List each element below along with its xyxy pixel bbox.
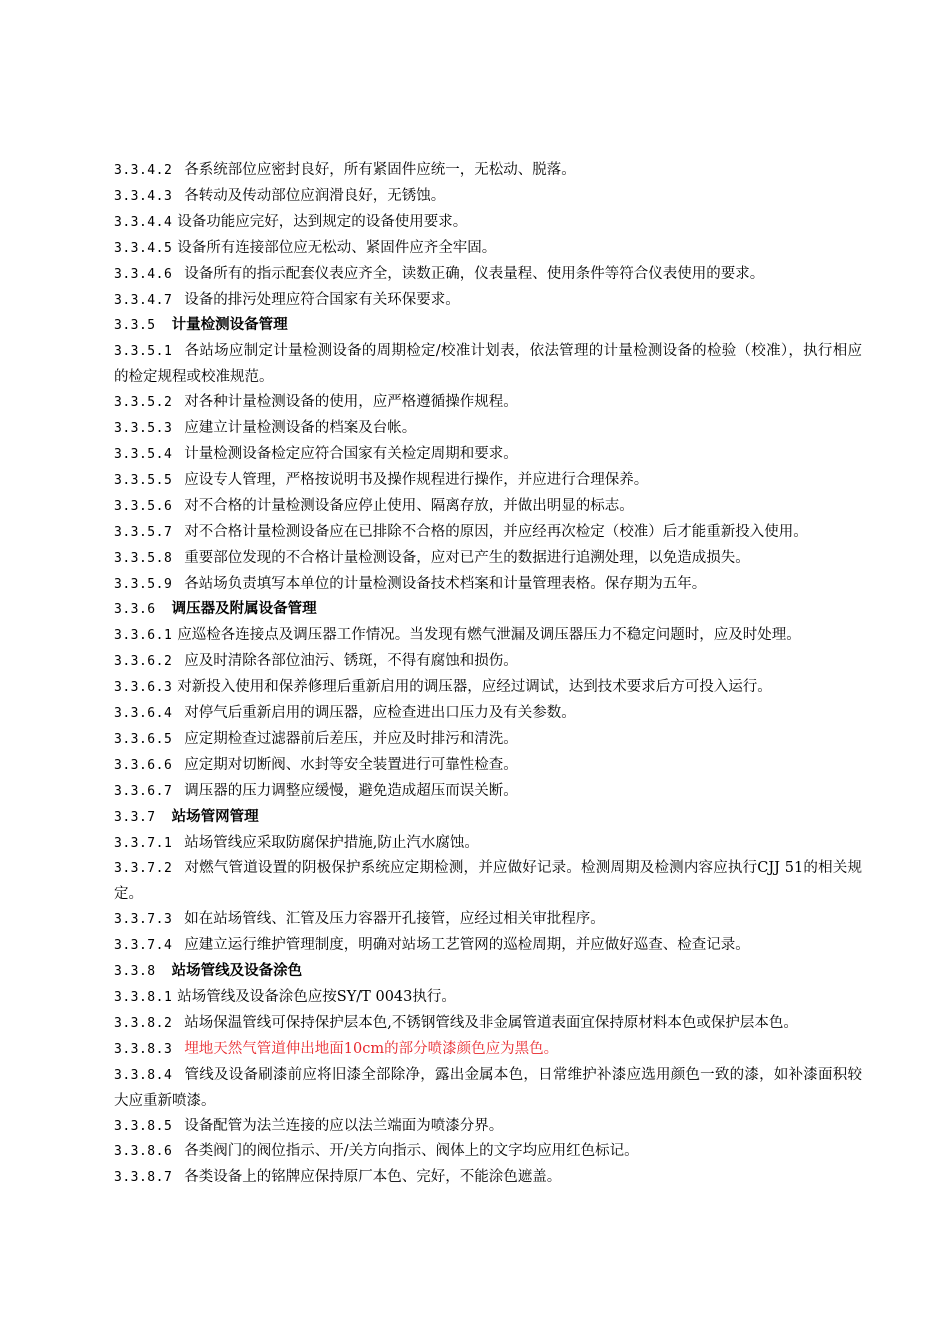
clause-text: 应定期对切断阀、水封等安全装置进行可靠性检查。 bbox=[184, 756, 518, 773]
clause-text: 管线及设备刷漆前应将旧漆全部除净，露出金属本色，日常维护补漆应选用颜色一致的漆，如补漆面积较大应重新喷漆。 bbox=[114, 1066, 862, 1109]
clause-text: 各站场应制定计量检测设备的周期检定/校准计划表，依法管理的计量检测设备的检验（校准），执行相应的检定规程或校准规范。 bbox=[114, 343, 862, 386]
clause-text: 站场管线应采取防腐保护措施,防止汽水腐蚀。 bbox=[184, 834, 479, 851]
clause-3-3-4-3 bbox=[114, 184, 862, 210]
clause-3-3-6-3 bbox=[114, 675, 862, 701]
clause-text: 设备所有的指示配套仪表应齐全，读数正确，仪表量程、使用条件等符合仪表使用的要求。 bbox=[184, 265, 765, 282]
clause-number: 3.3.5.5 bbox=[114, 472, 173, 488]
clause-number: 3.3.5.7 bbox=[114, 524, 173, 540]
clause-number: 3.3.5.8 bbox=[114, 550, 173, 566]
clause-text: 对停气后重新启用的调压器，应检查进出口压力及有关参数。 bbox=[184, 705, 576, 722]
clause-number: 3.3.5.6 bbox=[114, 498, 173, 514]
clause-number: 3.3.4.4 bbox=[114, 214, 173, 230]
clause-number: 3.3.8.6 bbox=[114, 1144, 173, 1160]
clause-text: 设备的排污处理应符合国家有关环保要求。 bbox=[184, 291, 460, 308]
clause-text: 各类设备上的铭牌应保持原厂本色、完好，不能涂色遮盖。 bbox=[184, 1169, 562, 1186]
clause-text: 应巡检各连接点及调压器工作情况。当发现有燃气泄漏及调压器压力不稳定问题时，应及时处理。 bbox=[177, 627, 801, 644]
clause-number: 3.3.8.4 bbox=[114, 1067, 173, 1083]
clause-text: 应设专人管理，严格按说明书及操作规程进行操作，并应进行合理保养。 bbox=[184, 471, 649, 488]
clause-number: 3.3.8.3 bbox=[114, 1041, 173, 1057]
clause-text: 对不合格计量检测设备应在已排除不合格的原因，并应经再次检定（校准）后才能重新投入使用。 bbox=[184, 523, 808, 540]
clause-number: 3.3.7.3 bbox=[114, 912, 173, 928]
section-number: 3.3.5 bbox=[114, 318, 156, 334]
clause-3-3-8-4 bbox=[114, 1063, 862, 1114]
clause-text: 对燃气管道设置的阴极保护系统应定期检测，并应做好记录。检测周期及检测内容应执行CJJ 51的相关规定。 bbox=[114, 860, 862, 903]
clause-number: 3.3.4.7 bbox=[114, 292, 173, 308]
clause-number: 3.3.5.4 bbox=[114, 446, 173, 462]
clause-3-3-7-4 bbox=[114, 933, 862, 959]
clause-number: 3.3.8.7 bbox=[114, 1170, 173, 1186]
clause-text: 设备配管为法兰连接的应以法兰端面为喷漆分界。 bbox=[184, 1117, 504, 1134]
clause-text: 站场管线及设备涂色应按SY/T 0043执行。 bbox=[177, 989, 456, 1005]
clause-3-3-6-5 bbox=[114, 727, 862, 753]
clause-3-3-6-6 bbox=[114, 753, 862, 779]
clause-3-3-8-3 bbox=[114, 1037, 862, 1063]
clause-text: 设备功能应完好，达到规定的设备使用要求。 bbox=[177, 213, 468, 230]
clause-number: 3.3.6.2 bbox=[114, 654, 173, 670]
clause-3-3-4-6 bbox=[114, 262, 862, 288]
clause-3-3-4-4 bbox=[114, 210, 862, 236]
clause-text: 各转动及传动部位应润滑良好，无锈蚀。 bbox=[184, 187, 446, 204]
clause-text: 各系统部位应密封良好，所有紧固件应统一，无松动、脱落。 bbox=[184, 162, 576, 178]
section-title: 站场管网管理 bbox=[171, 808, 259, 825]
clause-text: 重要部位发现的不合格计量检测设备，应对已产生的数据进行追溯处理，以免造成损失。 bbox=[184, 549, 750, 566]
clause-3-3-4-7 bbox=[114, 288, 862, 314]
clause-3-3-6-7 bbox=[114, 779, 862, 805]
section-number: 3.3.8 bbox=[114, 964, 156, 980]
clause-3-3-5-6 bbox=[114, 494, 862, 520]
clause-number: 3.3.8.1 bbox=[114, 990, 173, 1005]
clause-number: 3.3.4.5 bbox=[114, 240, 173, 256]
clause-text: 站场保温管线可保持保护层本色,不锈钢管线及非金属管道表面宜保持原材料本色或保护层本色。 bbox=[184, 1014, 798, 1031]
clause-3-3-5-1 bbox=[114, 339, 862, 390]
clause-3-3-8-2 bbox=[114, 1011, 862, 1037]
clause-text: 如在站场管线、汇管及压力容器开孔接管，应经过相关审批程序。 bbox=[184, 911, 605, 928]
clause-3-3-5-7 bbox=[114, 520, 862, 546]
clause-number: 3.3.5.1 bbox=[114, 344, 173, 360]
section-heading-3-3-5 bbox=[114, 313, 862, 339]
clause-3-3-8-6 bbox=[114, 1139, 862, 1165]
clause-number: 3.3.6.5 bbox=[114, 731, 173, 747]
clause-3-3-5-8 bbox=[114, 546, 862, 572]
clause-text: 对新投入使用和保养修理后重新启用的调压器，应经过调试，达到技术要求后方可投入运行。 bbox=[177, 679, 772, 696]
clause-number: 3.3.7.4 bbox=[114, 938, 173, 954]
clause-text: 计量检测设备检定应符合国家有关检定周期和要求。 bbox=[184, 445, 518, 462]
clause-text: 应建立计量检测设备的档案及台帐。 bbox=[184, 420, 417, 437]
clause-text: 对各种计量检测设备的使用，应严格遵循操作规程。 bbox=[184, 394, 518, 411]
highlighted-clause-text: 埋地天然气管道伸出地面10cm的部分喷漆颜色应为黑色。 bbox=[184, 1040, 559, 1057]
section-heading-3-3-6 bbox=[114, 597, 862, 623]
clause-text: 各类阀门的阀位指示、开/关方向指示、阀体上的文字均应用红色标记。 bbox=[184, 1143, 639, 1160]
clause-3-3-4-5 bbox=[114, 236, 862, 262]
clause-3-3-5-5 bbox=[114, 468, 862, 494]
clause-number: 3.3.4.2 bbox=[114, 163, 173, 178]
clause-3-3-8-5 bbox=[114, 1114, 862, 1140]
clause-number: 3.3.8.2 bbox=[114, 1015, 173, 1031]
clause-number: 3.3.6.4 bbox=[114, 706, 173, 722]
clause-3-3-6-2 bbox=[114, 649, 862, 675]
clause-text: 对不合格的计量检测设备应停止使用、隔离存放，并做出明显的标志。 bbox=[184, 497, 634, 514]
clause-number: 3.3.6.6 bbox=[114, 757, 173, 773]
clause-3-3-6-4 bbox=[114, 701, 862, 727]
clause-number: 3.3.8.5 bbox=[114, 1118, 173, 1134]
clause-3-3-7-3 bbox=[114, 907, 862, 933]
section-title: 计量检测设备管理 bbox=[171, 317, 288, 334]
clause-number: 3.3.6.1 bbox=[114, 628, 173, 644]
clause-number: 3.3.7.2 bbox=[114, 861, 173, 877]
clause-text: 各站场负责填写本单位的计量检测设备技术档案和计量管理表格。保存期为五年。 bbox=[184, 575, 707, 592]
clause-text: 应定期检查过滤器前后差压，并应及时排污和清洗。 bbox=[184, 730, 518, 747]
clause-3-3-8-1 bbox=[114, 985, 862, 1011]
section-heading-3-3-8 bbox=[114, 959, 862, 985]
clause-text: 应建立运行维护管理制度，明确对站场工艺管网的巡检周期，并应做好巡查、检查记录。 bbox=[184, 937, 750, 954]
section-title: 站场管线及设备涂色 bbox=[171, 963, 303, 980]
clause-3-3-5-2 bbox=[114, 390, 862, 416]
clause-3-3-5-3 bbox=[114, 416, 862, 442]
section-number: 3.3.6 bbox=[114, 602, 156, 618]
clause-number: 3.3.5.9 bbox=[114, 576, 173, 592]
section-title: 调压器及附属设备管理 bbox=[171, 601, 317, 618]
clause-text: 调压器的压力调整应缓慢，避免造成超压而误关断。 bbox=[184, 782, 518, 799]
clause-number: 3.3.6.7 bbox=[114, 783, 173, 799]
clause-3-3-6-1 bbox=[114, 623, 862, 649]
clause-3-3-5-9 bbox=[114, 572, 862, 598]
clause-text: 设备所有连接部位应无松动、紧固件应齐全牢固。 bbox=[177, 239, 497, 256]
clause-3-3-7-2 bbox=[114, 856, 862, 907]
clause-number: 3.3.5.3 bbox=[114, 421, 173, 437]
clause-3-3-8-7 bbox=[114, 1165, 862, 1191]
clause-number: 3.3.4.6 bbox=[114, 266, 173, 282]
clause-3-3-5-4 bbox=[114, 442, 862, 468]
document-body bbox=[114, 158, 862, 1191]
section-heading-3-3-7 bbox=[114, 805, 862, 831]
clause-number: 3.3.6.3 bbox=[114, 680, 173, 696]
clause-number: 3.3.7.1 bbox=[114, 835, 173, 851]
clause-text: 应及时清除各部位油污、锈斑，不得有腐蚀和损伤。 bbox=[184, 653, 518, 670]
clause-number: 3.3.5.2 bbox=[114, 395, 173, 411]
clause-3-3-7-1 bbox=[114, 831, 862, 857]
clause-3-3-4-2 bbox=[114, 158, 862, 184]
clause-number: 3.3.4.3 bbox=[114, 188, 173, 204]
section-number: 3.3.7 bbox=[114, 809, 156, 825]
